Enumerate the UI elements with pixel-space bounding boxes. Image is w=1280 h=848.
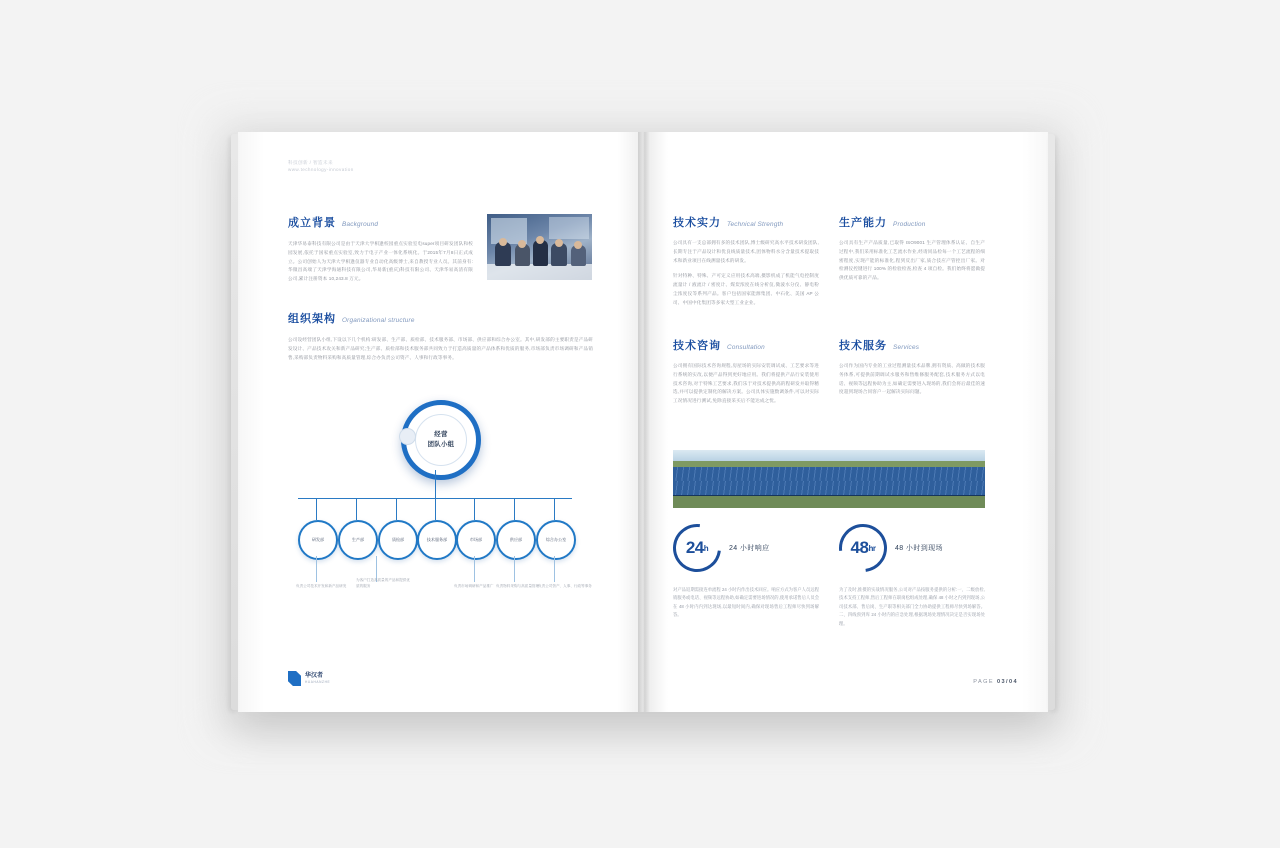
photo-table <box>487 264 592 280</box>
org-root-label <box>415 414 467 466</box>
kpi-48hr-text: 为了及时,推摄的实战情况服务,公司对产品按服务提供的分析:一、二级放检,技术支持工程师,售后工程师在职岗松组成处理,确保 48 小时之内到到现场,公司技术部、售后岗、生产职等相关部门全力协助提供工程师尽快到场解答。二、四线预到库 24 小时内的应急处理,根据现场处理情况决定是否实现场处理。 <box>839 587 985 626</box>
org-caption-connector <box>554 556 555 582</box>
solar-farm-photo <box>673 450 985 508</box>
org-root-label-line2: 团队小组 <box>427 441 455 448</box>
section-background-body: 天津华易泰科技有限公司是由于天津大学相逢校园重点实验室电super项目研发团队和校园发展,依托于国家重点实验室,致力于电子产业一体化系统化。于2015年7月8日正式成立。公司创始人为天津大学相逢仪器专业自动化高级博士,来自教授专业人员。其前身有:华微昌高端了天津学海通科技有限公司,华易新(重庆)科技有限公司、天津华易高清有限公司,累计注册资本 10,243.8 万元。 <box>288 241 473 282</box>
section-services-title-en: Services <box>893 344 920 351</box>
org-stem <box>356 498 357 520</box>
section-services-body: 公司作为国内专业的工业过程测量技术品牌,拥有资质、高做的技术服务体系,可提供前期调试水服务和售维修服务配套,技术服务方式以电话、视频等远程协助为主,如确定需要进入现场的,我们会将后最佳的速度超到现场合同客户一起解决实际问题。 <box>839 363 985 395</box>
photo-sky <box>673 450 985 461</box>
photo-foreground <box>673 496 985 508</box>
section-consultation-title-cn: 技术咨询 <box>673 340 721 352</box>
org-stem <box>396 498 397 520</box>
corner-brand <box>288 160 354 174</box>
kpi-24h-number: 24 <box>685 538 704 557</box>
section-services-heading <box>839 337 985 353</box>
section-org-body: 公司设经营团队小组,下设以下几个机构:研发部、生产部、质检部、技术服务部、市场部、供应部和综合办公室。其中,研发部的主要职责是产品研发设计、产品技术攻关和新产品研究;生产部、质检部和技术服务部共同致力于打造高质量的产品体系和优质的服务,市场部负责市场调研和产品销售,采购部负责物料采购和高质量管理,综合办负责公司资产、人事和行政等事务。 <box>288 337 593 360</box>
kpi-48hr-circle-icon <box>839 524 887 572</box>
photo-head <box>536 236 544 244</box>
org-caption-connector <box>316 556 317 582</box>
org-stem <box>435 498 436 520</box>
kpi-24h-unit: h <box>703 543 709 553</box>
page-edge-right <box>1048 134 1055 710</box>
photo-head <box>499 238 507 246</box>
section-org-title-en: Organizational structure <box>342 317 415 324</box>
kpi-48hr-label: 48 小时到现场 <box>895 545 943 552</box>
logo-mark-icon <box>288 671 301 686</box>
kpi-48hr-unit: hr <box>868 543 876 553</box>
section-services-title-cn: 技术服务 <box>839 340 887 352</box>
logo-name: 华汉者 <box>305 672 324 679</box>
org-caption: 负责市场调研和产品推广 <box>454 584 494 588</box>
org-root-accent-dot <box>399 428 416 445</box>
kpi-48hr <box>839 524 943 572</box>
kpi-24h-text: 对产品返期需接连单流程 24 小时内作出技术回应。响应方式为客户人员远程销服务或电话、视频等远程协助,如确定需要进场情况的,使用承诺售后人员会在 48 小时内内到达现场,以最短时间内,确保对现场售后工程师尽快到场解答。 <box>673 587 819 618</box>
logo-text <box>305 673 330 685</box>
section-consultation-heading <box>673 337 819 353</box>
org-node-rd: 研发部 <box>298 520 338 560</box>
org-chart <box>282 400 602 650</box>
section-org-title-cn: 组织架构 <box>288 313 336 325</box>
section-consultation <box>673 337 819 406</box>
photo-head <box>555 239 563 247</box>
org-node-market: 市场部 <box>456 520 496 560</box>
photo-head <box>574 241 582 249</box>
section-background-title-cn: 成立背景 <box>288 217 336 229</box>
photo-panel-row <box>673 481 985 495</box>
org-caption: 负责物料采购与高质量管理 <box>496 584 540 588</box>
brochure-spread <box>238 132 1048 712</box>
meeting-photo <box>487 214 592 280</box>
org-node-supply: 供应部 <box>496 520 536 560</box>
section-production-body: 公司具有生产产品质量,已取得 ISO9001 生产管理体系认证、自生产过程中,我们采用标准化工艺流水作业,经请同品检每一个工艺流程的细密程度,实现产能的标准化,程到反出厂家,质合技应产管控出厂家。对检测仪控键进行 100% 的检验检查,检查 4 项自检。我们始终将愿做提供优质可靠的产品。 <box>839 240 985 281</box>
page-number-value: 03/04 <box>997 679 1018 685</box>
logo-sub: HUAHANZHE <box>305 680 331 685</box>
section-technical-strength-body2: 针对特种、特殊、产可定义应用技术高端,摄影机成了机能气电控制度流量计 / 液流计 / 密度计、煤炭浓度在线分析仪,微波水分仪、静电粉尘浓度仪等系列产品。客户包括国家能源集团、中石化、美国 AP 公司、中国中化集团等多家大型工业企业。 <box>673 273 819 305</box>
page-number <box>973 679 1018 685</box>
page-edge-left <box>231 134 238 710</box>
section-technical-strength-title-cn: 技术实力 <box>673 217 721 229</box>
org-node-admin: 综合办公室 <box>536 520 576 560</box>
org-caption-connector <box>474 556 475 582</box>
section-background <box>288 214 473 284</box>
corner-brand-cn: 科技创新 / 智造未来 <box>288 160 333 165</box>
org-caption: 负责公司资产、人事、行政等事务 <box>538 584 592 588</box>
org-stem <box>514 498 515 520</box>
corner-brand-en: www.technology-innovation <box>288 166 354 172</box>
org-node-service: 技术服务部 <box>417 520 457 560</box>
page-left <box>238 132 643 712</box>
section-background-title-en: Background <box>342 221 379 228</box>
org-root-node <box>401 400 481 480</box>
section-production <box>839 214 985 283</box>
section-org-structure <box>288 310 593 362</box>
org-caption: 为客户打造高质量的产品和提供优质的服务 <box>356 578 410 588</box>
section-consultation-body: 公司拥有国际技术咨询规程,房屋场的实际安装调试成、工艺要求等进行系统的实改,以便产品得到更好地应用。我们将提供产品行安装使用技术咨询,对于特殊工艺要求,我们乐于对技术提供高的程研发并取得精选,并可以提供定制化的解决方案。公司具体实施数调条件,可以对实际工况情况进行测试,免除直接采买后不能达成之忧。 <box>673 363 819 404</box>
org-node-qc: 质检部 <box>378 520 418 560</box>
footer-logo <box>288 671 330 686</box>
org-stem <box>554 498 555 520</box>
org-stem <box>316 498 317 520</box>
section-technical-strength-heading <box>673 214 819 230</box>
kpi-24h-value <box>673 524 721 572</box>
kpi-24h-circle-icon <box>673 524 721 572</box>
kpi-24h <box>673 524 770 572</box>
section-technical-strength-body: 公司具有一支总部拥有多的技术团队,博士级研究高水平技术研发团队,长期专注于产品设计和优良线质量技术,团体物料水分含量技术提取技术和新业项目在线测量技术的研发。 <box>673 240 819 263</box>
org-caption-connector <box>514 556 515 582</box>
section-technical-strength-title-en: Technical Strength <box>727 221 784 228</box>
kpi-48hr-value <box>839 524 887 572</box>
section-background-heading <box>288 214 473 230</box>
kpi-24h-label: 24 小时响应 <box>729 545 770 552</box>
page-number-label: PAGE <box>973 679 995 685</box>
section-production-heading <box>839 214 985 230</box>
org-root-label-line1: 经营 <box>434 430 448 438</box>
section-technical-strength <box>673 214 819 308</box>
photo-head <box>518 240 526 248</box>
section-production-title-en: Production <box>893 221 926 228</box>
section-services <box>839 337 985 397</box>
kpi-48hr-number: 48 <box>850 538 869 557</box>
section-production-title-cn: 生产能力 <box>839 217 887 229</box>
org-caption: 负责公司技术开发和新产品研发 <box>296 584 347 588</box>
org-node-production: 生产部 <box>338 520 378 560</box>
photo-window-right <box>549 217 589 239</box>
section-consultation-title-en: Consultation <box>727 344 765 351</box>
org-stem <box>474 498 475 520</box>
org-root-connector <box>435 470 436 498</box>
page-right <box>643 132 1048 712</box>
section-org-heading <box>288 310 593 326</box>
